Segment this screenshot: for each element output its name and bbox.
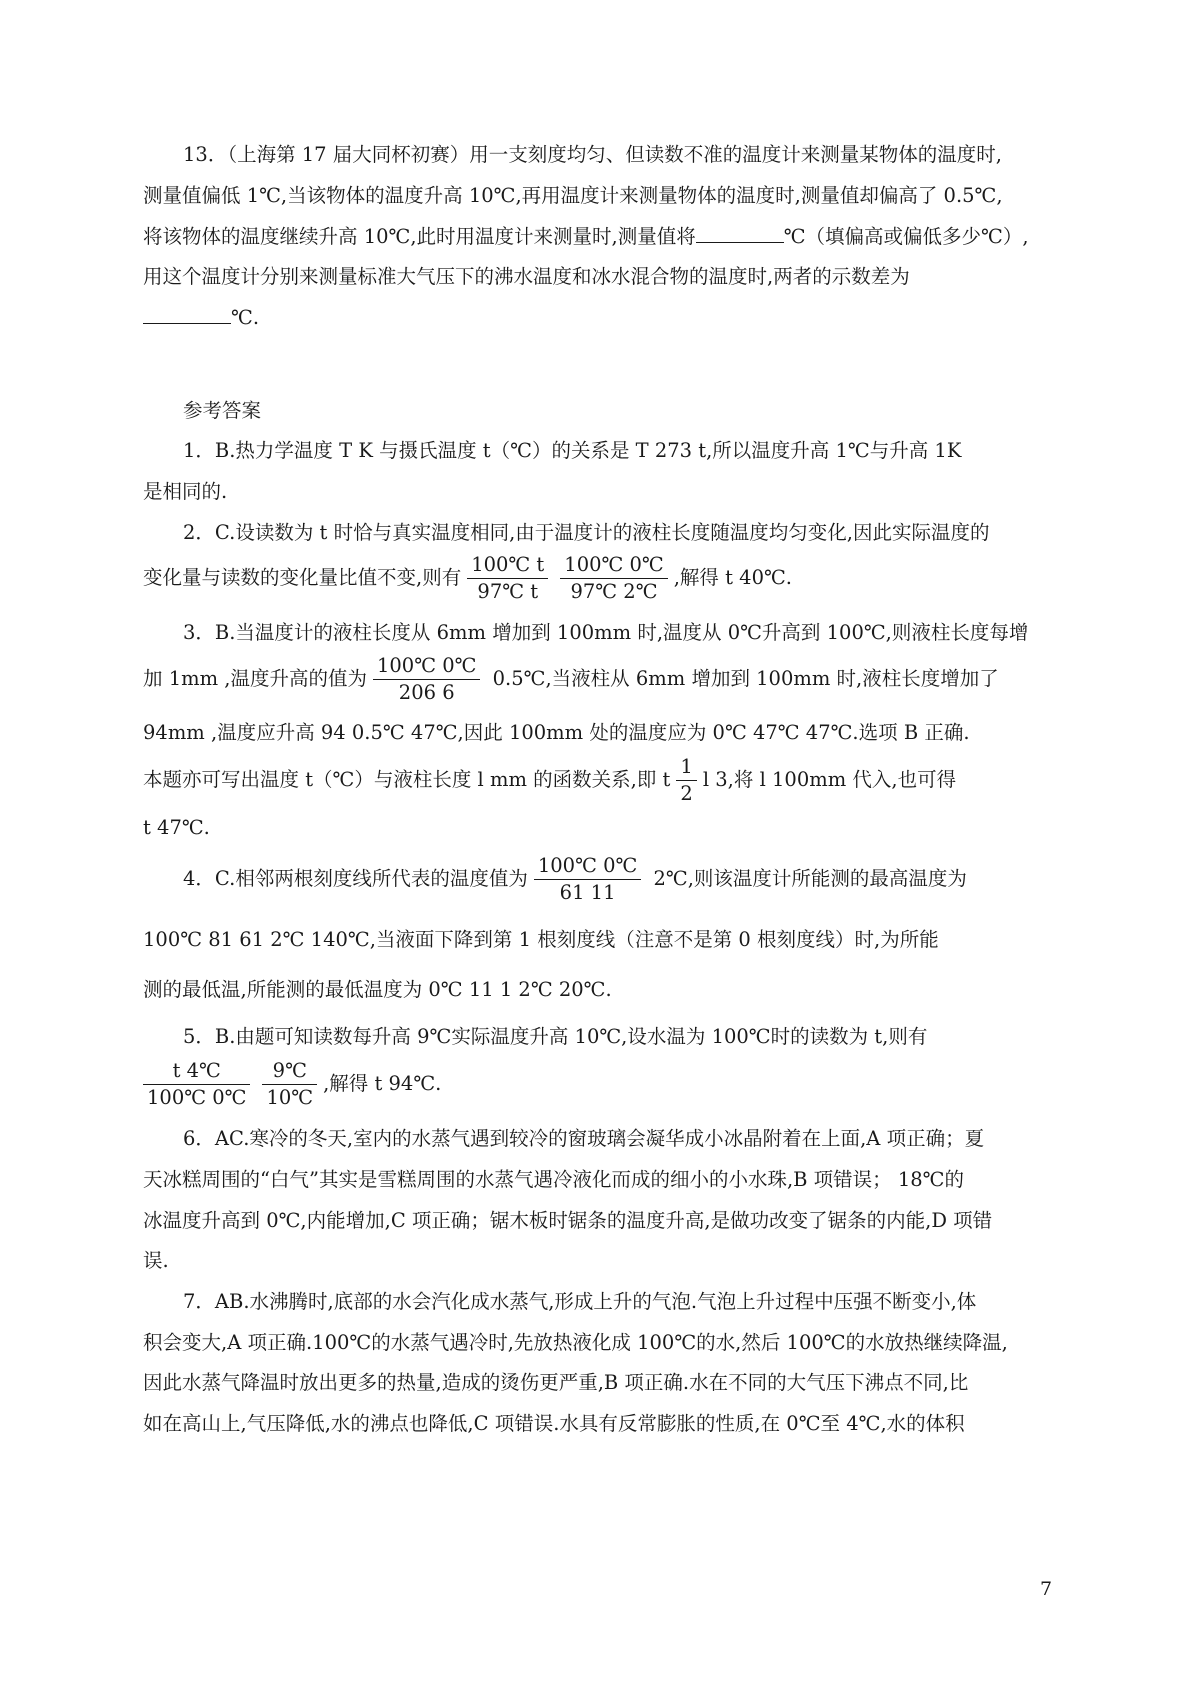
q13-line-3b: ℃（填偏高或偏低多少℃）, [783,225,1029,248]
a6-line-3: 冰温度升高到 0℃,内能增加,C 项正确；锯木板时锯条的温度升高,是做功改变了锯条的内能,D 项错 [143,1209,993,1232]
fraction-denominator: 97℃ t [477,580,539,603]
a4-fraction [534,853,641,906]
q13-line-1: 13．（上海第 17 届大同杯初赛）用一支刻度均匀、但读数不准的温度计来测量某物体的温度时, [183,143,1002,166]
a4-line-1 [183,853,967,906]
a6-line-2: 天冰糕周围的“白气”其实是雪糕周围的水蒸气遇冷液化而成的细小的小水珠,B 项错误； 18℃的 [143,1168,964,1191]
a3-line-2a: 加 1mm ,温度升高的值为 [143,667,367,690]
fraction-numerator: 100℃ 0℃ [373,653,480,680]
fraction-numerator: 100℃ 0℃ [534,853,641,880]
a5-line-2b: ,解得 t 94℃. [323,1072,442,1095]
a3-half-fraction [676,754,696,807]
a5-fraction-2 [262,1058,317,1111]
a3-line-4b: l 3,将 l 100mm 代入,也可得 [702,768,957,791]
fraction-denominator: 2 [680,782,693,805]
a3-fraction [373,653,480,706]
fraction-numerator: 100℃ t [467,552,548,579]
fraction-numerator: 9℃ [262,1058,317,1085]
a2-line-2b: ,解得 t 40℃. [673,566,792,589]
a2-fraction-1 [467,552,548,605]
answers-title: 参考答案 [183,399,262,422]
q13-line-2: 测量值偏低 1℃,当该物体的温度升高 10℃,再用温度计来测量物体的温度时,测量值却偏高了 0.5℃, [143,184,1003,207]
a4-line-3: 测的最低温,所能测的最低温度为 0℃ 11 1 2℃ 20℃. [143,978,612,1001]
q13-line-3a: 将该物体的温度继续升高 10℃,此时用温度计来测量时,测量值将 [143,225,696,248]
a6-line-1: 6．AC.寒冷的冬天,室内的水蒸气遇到较冷的窗玻璃会凝华成小冰晶附着在上面,A 项正确；夏 [183,1127,985,1150]
q13-line-4: 用这个温度计分别来测量标准大气压下的沸水温度和冰水混合物的温度时,两者的示数差为 [143,265,910,288]
a3-line-3: 94mm ,温度应升高 94 0.5℃ 47℃,因此 100mm 处的温度应为 0℃ 47℃ 47℃.选项 B 正确. [143,721,970,744]
a1-line-2: 是相同的. [143,480,228,503]
a3-line-4 [143,754,956,807]
a4-line-2: 100℃ 81 61 2℃ 140℃,当液面下降到第 1 根刻度线（注意不是第 0 根刻度线）时,为所能 [143,928,939,951]
a3-line-5: t 47℃. [143,816,210,839]
q13-line-5b: ℃. [231,306,260,329]
a2-line-2a: 变化量与读数的变化量比值不变,则有 [143,566,462,589]
answer-blank-1 [696,224,784,243]
fraction-denominator: 61 11 [559,881,616,904]
a4-line-1b: 2℃,则该温度计所能测的最高温度为 [647,867,967,890]
a2-line-1: 2．C.设读数为 t 时恰与真实温度相同,由于温度计的液柱长度随温度均匀变化,因此实际温度的 [183,521,990,544]
fraction-numerator: 100℃ 0℃ [560,552,667,579]
a3-line-2b: 0.5℃,当液柱从 6mm 增加到 100mm 时,液柱长度增加了 [486,667,999,690]
a3-line-1: 3．B.当温度计的液柱长度从 6mm 增加到 100mm 时,温度从 0℃升高到 100℃,则液柱长度每增 [183,621,1029,644]
a2-line-2 [143,552,792,605]
fraction-denominator: 100℃ 0℃ [147,1086,247,1109]
a4-line-1a: 4．C.相邻两根刻度线所代表的温度值为 [183,867,528,890]
fraction-denominator: 10℃ [266,1086,314,1109]
a5-line-1: 5．B.由题可知读数每升高 9℃实际温度升高 10℃,设水温为 100℃时的读数为 t,则有 [183,1025,928,1048]
a3-line-4a: 本题亦可写出温度 t（℃）与液柱长度 l mm 的函数关系,即 t [143,768,671,791]
fraction-denominator: 97℃ 2℃ [570,580,658,603]
answer-blank-2 [143,305,231,324]
a1-line-1: 1．B.热力学温度 T K 与摄氏温度 t（℃）的关系是 T 273 t,所以温度升高 1℃与升高 1K [183,439,962,462]
a7-line-1: 7．AB.水沸腾时,底部的水会汽化成水蒸气,形成上升的气泡.气泡上升过程中压强不断变小,体 [183,1290,977,1313]
q13-line-3 [143,222,1029,252]
a5-line-2 [143,1058,441,1111]
a2-fraction-2 [560,552,667,605]
a7-line-3: 因此水蒸气降温时放出更多的热量,造成的烫伤更严重,B 项正确.水在不同的大气压下沸点不同,比 [143,1371,969,1394]
a3-line-2 [143,653,999,706]
a7-line-4: 如在高山上,气压降低,水的沸点也降低,C 项错误.水具有反常膨胀的性质,在 0℃至 4℃,水的体积 [143,1412,965,1435]
a5-fraction-1 [143,1058,250,1111]
fraction-numerator: 1 [676,754,696,781]
fraction-denominator: 206 6 [398,681,455,704]
page-number: 7 [1040,1578,1053,1600]
q13-line-5 [143,303,259,333]
a7-line-2: 积会变大,A 项正确.100℃的水蒸气遇冷时,先放热液化成 100℃的水,然后 100℃的水放热继续降温, [143,1331,1008,1354]
fraction-numerator: t 4℃ [143,1058,250,1085]
a6-line-4: 误. [143,1249,169,1272]
